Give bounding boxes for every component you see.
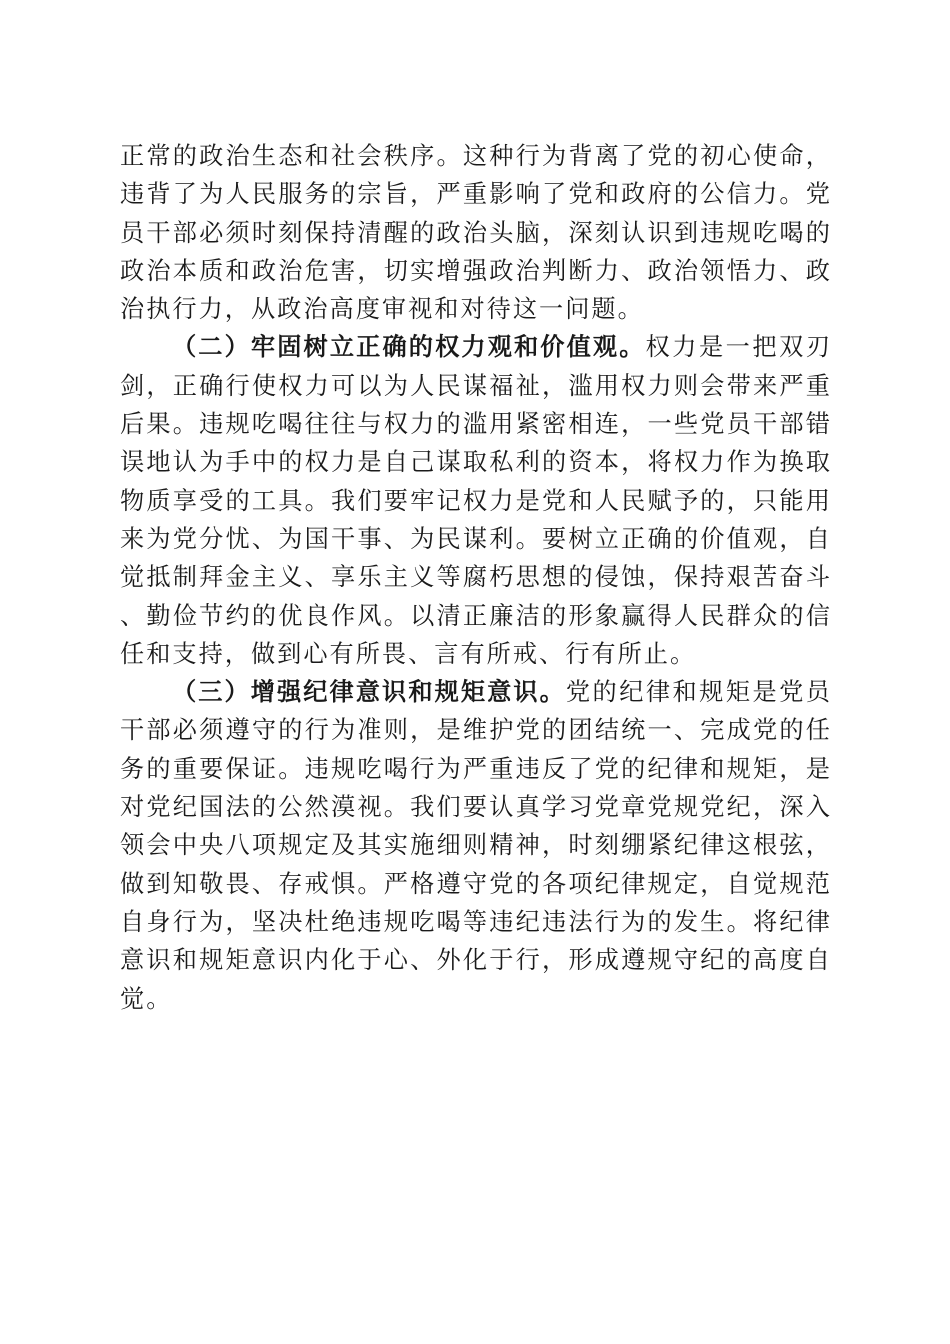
paragraph-continuation <box>120 137 832 328</box>
document-body <box>120 137 832 1018</box>
section-heading-3: （三）增强纪律意识和规矩意识。 <box>172 677 566 707</box>
paragraph-3-body: 党的纪律和规矩是党员干部必须遵守的行为准则，是维护党的团结统一、完成党的任务的重要保证。违规吃喝行为严重违反了党的纪律和规矩，是对党纪国法的公然漠视。我们要认真学习党章党规党纪，深入领会中央八项规定及其实施细则精神，时刻绷紧纪律这根弦，做到知敬畏、存戒惧。严格遵守党的各项纪律规定，自觉规范自身行为，坚决杜绝违规吃喝等违纪违法行为的发生。将纪律意识和规矩意识内化于心、外化于行，形成遵规守纪的高度自觉。 <box>120 678 832 1013</box>
section-heading-2: （二）牢固树立正确的权力观和价值观。 <box>172 332 646 362</box>
paragraph-discipline <box>120 673 832 1018</box>
paragraph-1-body: 正常的政治生态和社会秩序。这种行为背离了党的初心使命，违背了为人民服务的宗旨，严重影响了党和政府的公信力。党员干部必须时刻保持清醒的政治头脑，深刻认识到违规吃喝的政治本质和政治危害，切实增强政治判断力、政治领悟力、政治执行力，从政治高度审视和对待这一问题。 <box>120 142 832 324</box>
paragraph-power-values <box>120 328 832 673</box>
paragraph-2-body: 权力是一把双刃剑，正确行使权力可以为人民谋福祉，滥用权力则会带来严重后果。违规吃喝往往与权力的滥用紧密相连，一些党员干部错误地认为手中的权力是自己谋取私利的资本，将权力作为换取物质享受的工具。我们要牢记权力是党和人民赋予的，只能用来为党分忧、为国干事、为民谋利。要树立正确的价值观，自觉抵制拜金主义、享乐主义等腐朽思想的侵蚀，保持艰苦奋斗、勤俭节约的优良作风。以清正廉洁的形象赢得人民群众的信任和支持，做到心有所畏、言有所戒、行有所止。 <box>120 333 832 668</box>
